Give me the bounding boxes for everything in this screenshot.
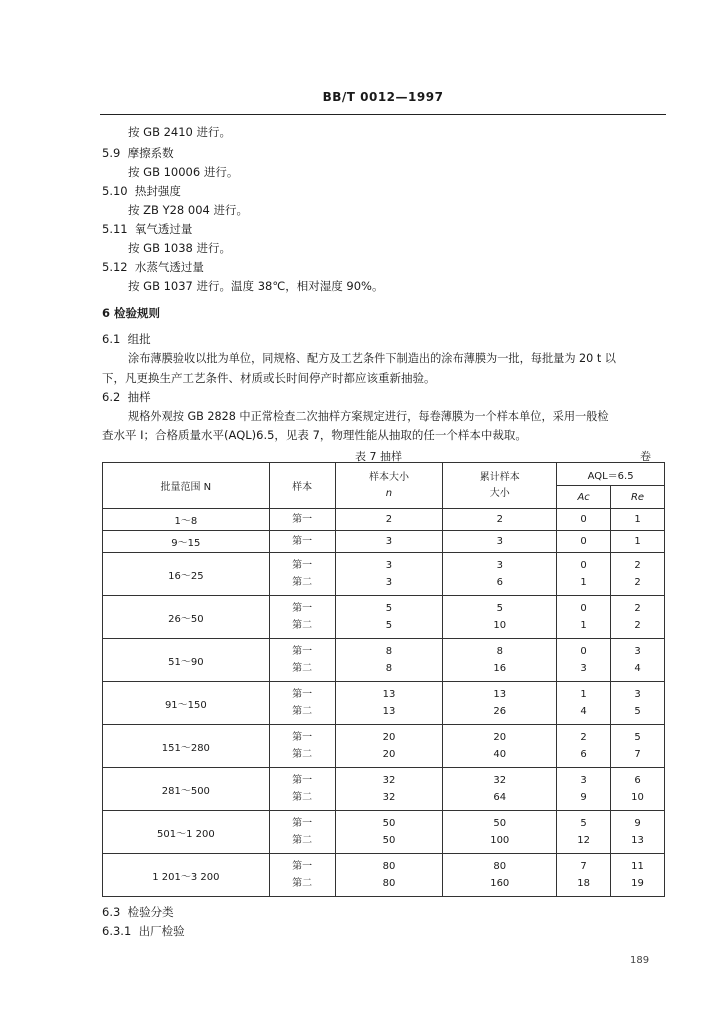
re-cell	[611, 553, 665, 596]
size-cell	[335, 811, 443, 854]
sample-cell	[269, 854, 335, 897]
document-code-header: BB/T 0012—1997	[322, 90, 444, 104]
sample-cell	[269, 682, 335, 725]
cumulative-cell	[443, 639, 557, 682]
re-cell	[611, 639, 665, 682]
size-cell	[335, 639, 443, 682]
section-title: 抽样	[127, 390, 151, 404]
re-cell	[611, 509, 665, 531]
range-cell	[103, 596, 270, 639]
cell-text: 80	[493, 861, 507, 872]
cell-text: 2	[634, 620, 641, 631]
cell-text: 第一	[292, 560, 313, 571]
cell-text: 10	[493, 620, 507, 631]
section-number: 5.12	[102, 260, 128, 274]
cell-text: 16～25	[168, 570, 204, 582]
cell-text: 3	[634, 689, 641, 700]
cell-text: 40	[493, 749, 507, 760]
cell-text: 1	[634, 536, 641, 547]
table-row	[103, 531, 665, 553]
cell-text: 第二	[292, 792, 313, 803]
size-cell	[335, 725, 443, 768]
cumulative-cell	[443, 596, 557, 639]
cell-text: 4	[580, 706, 587, 717]
cell-text: 0	[580, 560, 587, 571]
re-cell	[611, 768, 665, 811]
table-row	[103, 811, 665, 854]
cell-text: 281～500	[161, 785, 210, 797]
cell-text: 12	[577, 835, 590, 846]
cell-text: 50	[382, 835, 396, 846]
cell-text: 1	[634, 514, 641, 525]
cell-text: 91～150	[164, 699, 207, 711]
cell-text: 3	[580, 663, 587, 674]
cell-text: 18	[577, 878, 590, 889]
cell-text: 10	[631, 792, 644, 803]
cell-text: 第二	[292, 620, 313, 631]
section-number: 6.3	[102, 905, 121, 919]
section-number: 5.9	[102, 146, 121, 160]
cell-text: 11	[631, 861, 644, 872]
cell-text: 3	[580, 775, 587, 786]
section-heading-5-10	[102, 186, 181, 198]
cell-text: 3	[385, 536, 393, 547]
cell-text: 第二	[292, 878, 313, 889]
cumulative-cell	[443, 553, 557, 596]
cumulative-cell	[443, 768, 557, 811]
table-row	[103, 509, 665, 531]
cell-text: 2	[634, 603, 641, 614]
cell-text: 80	[382, 861, 396, 872]
ac-cell	[557, 509, 611, 531]
text-line: 按 GB 10006 进行。	[128, 165, 239, 179]
ac-cell	[557, 682, 611, 725]
paragraph-line: 规格外观按 GB 2828 中正常检查二次抽样方案规定进行，每卷薄膜为一个样本单位，采用一般检	[128, 410, 609, 423]
section-number: 5.11	[102, 222, 128, 236]
size-cell	[335, 553, 443, 596]
size-cell	[335, 854, 443, 897]
cell-text: 0	[580, 536, 587, 547]
cell-text: 3	[496, 536, 503, 547]
section-heading-5-11	[102, 224, 192, 236]
cell-text: 64	[493, 792, 507, 803]
ac-cell	[557, 596, 611, 639]
sample-cell	[269, 596, 335, 639]
cell-text: 3	[634, 646, 641, 657]
cell-text: 20	[382, 732, 396, 743]
cell-text: 6	[496, 577, 503, 588]
cell-text: 50	[493, 818, 507, 829]
cell-text: 80	[382, 878, 396, 889]
size-cell	[335, 768, 443, 811]
cumulative-cell	[443, 811, 557, 854]
range-cell	[103, 725, 270, 768]
range-cell	[103, 509, 270, 531]
cell-text: 4	[634, 663, 641, 674]
cell-text: 50	[382, 818, 396, 829]
cell-text: 第二	[292, 835, 313, 846]
cell-text: 第一	[292, 689, 313, 700]
cell-text: 5	[385, 603, 393, 614]
section-title: 检验分类	[127, 905, 174, 919]
table-row	[103, 553, 665, 596]
section-title: 热封强度	[134, 184, 181, 198]
text-line: 按 GB 1038 进行。	[128, 241, 232, 255]
cell-text: 第一	[292, 732, 313, 743]
cell-text: 5	[385, 620, 393, 631]
cell-text: 32	[382, 775, 396, 786]
paragraph-line: 查水平 Ⅰ；合格质量水平(AQL)6.5，见表 7，物理性能从抽取的任一个样本中裁取。	[102, 428, 527, 442]
section-title: 摩擦系数	[127, 146, 174, 160]
header-re: Re	[611, 486, 665, 509]
ac-cell	[557, 854, 611, 897]
section-title: 水蒸气透过量	[134, 260, 204, 274]
cell-text: 0	[580, 646, 587, 657]
cell-text: 32	[382, 792, 396, 803]
re-cell	[611, 811, 665, 854]
cell-text: 1 201～3 200	[152, 871, 220, 883]
section-heading-6-2	[102, 392, 151, 404]
header-sample-size-label: 样本大小	[368, 471, 409, 483]
size-cell	[335, 509, 443, 531]
cell-text: 13	[493, 689, 507, 700]
sampling-table	[102, 462, 665, 897]
header-sample: 样本	[269, 463, 335, 509]
section-heading-6-3	[102, 907, 174, 919]
cumulative-cell	[443, 725, 557, 768]
section-heading-6: 6 检验规则	[102, 306, 161, 320]
cell-text: 2	[580, 732, 587, 743]
cell-text: 501～1 200	[156, 828, 215, 840]
table-row	[103, 854, 665, 897]
cell-text: 8	[496, 646, 503, 657]
re-cell	[611, 531, 665, 553]
cell-text: 0	[580, 603, 587, 614]
cell-text: 13	[631, 835, 644, 846]
header-sample-size-symbol: n	[385, 487, 393, 499]
text-line: 按 GB 2410 进行。	[128, 125, 232, 139]
cell-text: 13	[382, 689, 396, 700]
cell-text: 26～50	[168, 613, 204, 625]
cell-text: 9	[580, 792, 587, 803]
range-cell	[103, 768, 270, 811]
ac-cell	[557, 768, 611, 811]
cell-text: 3	[496, 560, 503, 571]
size-cell	[335, 682, 443, 725]
section-title: 氧气透过量	[134, 222, 193, 236]
cell-text: 2	[634, 560, 641, 571]
range-cell	[103, 639, 270, 682]
paragraph-line: 涂布薄膜验收以批为单位，同规格、配方及工艺条件下制造出的涂布薄膜为一批，每批量为 20 t 以	[128, 352, 616, 365]
cumulative-cell	[443, 531, 557, 553]
cell-text: 3	[385, 560, 393, 571]
table-row	[103, 768, 665, 811]
cell-text: 第一	[292, 514, 313, 525]
cell-text: 20	[382, 749, 396, 760]
cell-text: 5	[634, 706, 641, 717]
ac-cell	[557, 811, 611, 854]
re-cell	[611, 596, 665, 639]
cell-text: 1～8	[174, 516, 198, 527]
section-number: 6.1	[102, 332, 121, 346]
cell-text: 2	[634, 577, 641, 588]
cell-text: 6	[580, 749, 587, 760]
header-cumulative-size	[443, 463, 557, 509]
header-aql: AQL＝6.5	[557, 463, 665, 486]
sample-cell	[269, 768, 335, 811]
cell-text: 8	[385, 663, 393, 674]
cumulative-cell	[443, 509, 557, 531]
section-number: 6.2	[102, 390, 121, 404]
cell-text: 3	[385, 577, 393, 588]
cell-text: 8	[385, 646, 393, 657]
section-number: 5.10	[102, 184, 128, 198]
cell-text: 32	[493, 775, 507, 786]
range-cell	[103, 553, 270, 596]
section-number: 6.3.1	[102, 924, 132, 938]
text-line: 按 GB 1037 进行。温度 38℃，相对湿度 90%。	[128, 279, 384, 293]
re-cell	[611, 725, 665, 768]
header-sample-size	[335, 463, 443, 509]
table-row	[103, 725, 665, 768]
re-cell	[611, 682, 665, 725]
size-cell	[335, 531, 443, 553]
section-heading-6-1	[102, 334, 151, 346]
cell-text: 第一	[292, 775, 313, 786]
cell-text: 1	[580, 577, 587, 588]
re-cell	[611, 854, 665, 897]
section-heading-5-12	[102, 262, 204, 274]
cell-text: 5	[580, 818, 587, 829]
cell-text: 9～15	[171, 538, 201, 549]
cell-text: 2	[496, 514, 503, 525]
cell-text: 51～90	[168, 656, 204, 668]
cell-text: 20	[493, 732, 507, 743]
cell-text: 0	[580, 514, 587, 525]
cell-text: 第二	[292, 663, 313, 674]
cell-text: 第二	[292, 706, 313, 717]
cell-text: 第一	[292, 818, 313, 829]
cell-text: 16	[493, 663, 507, 674]
cumulative-cell	[443, 682, 557, 725]
cell-text: 19	[631, 878, 644, 889]
cell-text: 7	[580, 861, 587, 872]
cell-text: 5	[634, 732, 641, 743]
ac-cell	[557, 531, 611, 553]
table-unit: 卷	[640, 450, 651, 463]
page-number: 189	[630, 955, 650, 966]
sample-cell	[269, 509, 335, 531]
cell-text: 1	[580, 620, 587, 631]
section-heading-6-3-1	[102, 926, 185, 938]
section-title: 组批	[127, 332, 151, 346]
cell-text: 1	[580, 689, 587, 700]
cell-text: 第一	[292, 536, 313, 547]
cell-text: 2	[385, 514, 393, 525]
cell-text: 13	[382, 706, 396, 717]
cell-text: 26	[493, 706, 507, 717]
header-cumulative-label: 累计样本	[479, 471, 520, 483]
cell-text: 9	[634, 818, 641, 829]
range-cell	[103, 531, 270, 553]
sample-cell	[269, 811, 335, 854]
table-body	[103, 509, 665, 897]
paragraph-line: 下，凡更换生产工艺条件、材质或长时间停产时都应该重新抽验。	[102, 371, 436, 385]
ac-cell	[557, 553, 611, 596]
cell-text: 第二	[292, 749, 313, 760]
table-row	[103, 639, 665, 682]
range-cell	[103, 854, 270, 897]
header-ac: Ac	[557, 486, 611, 509]
range-cell	[103, 682, 270, 725]
ac-cell	[557, 639, 611, 682]
cell-text: 第一	[292, 646, 313, 657]
section-title: 出厂检验	[138, 924, 185, 938]
sample-cell	[269, 725, 335, 768]
sample-cell	[269, 531, 335, 553]
cell-text: 160	[490, 878, 510, 889]
cell-text: 6	[634, 775, 641, 786]
table-row	[103, 682, 665, 725]
section-heading-5-9	[102, 148, 174, 160]
cell-text: 第一	[292, 861, 313, 872]
range-cell	[103, 811, 270, 854]
size-cell	[335, 596, 443, 639]
cell-text: 7	[634, 749, 641, 760]
text-line: 按 ZB Y28 004 进行。	[128, 203, 248, 217]
header-cumulative-label-2: 大小	[489, 487, 510, 499]
table-row	[103, 596, 665, 639]
cell-text: 100	[490, 835, 510, 846]
sample-cell	[269, 639, 335, 682]
cumulative-cell	[443, 854, 557, 897]
cell-text: 第二	[292, 577, 313, 588]
header-batch-range: 批量范围 N	[103, 463, 270, 509]
header-rule	[100, 114, 666, 115]
table-caption: 表 7 抽样	[355, 450, 402, 463]
cell-text: 5	[496, 603, 503, 614]
cell-text: 第一	[292, 603, 313, 614]
ac-cell	[557, 725, 611, 768]
sample-cell	[269, 553, 335, 596]
cell-text: 151～280	[161, 742, 210, 754]
